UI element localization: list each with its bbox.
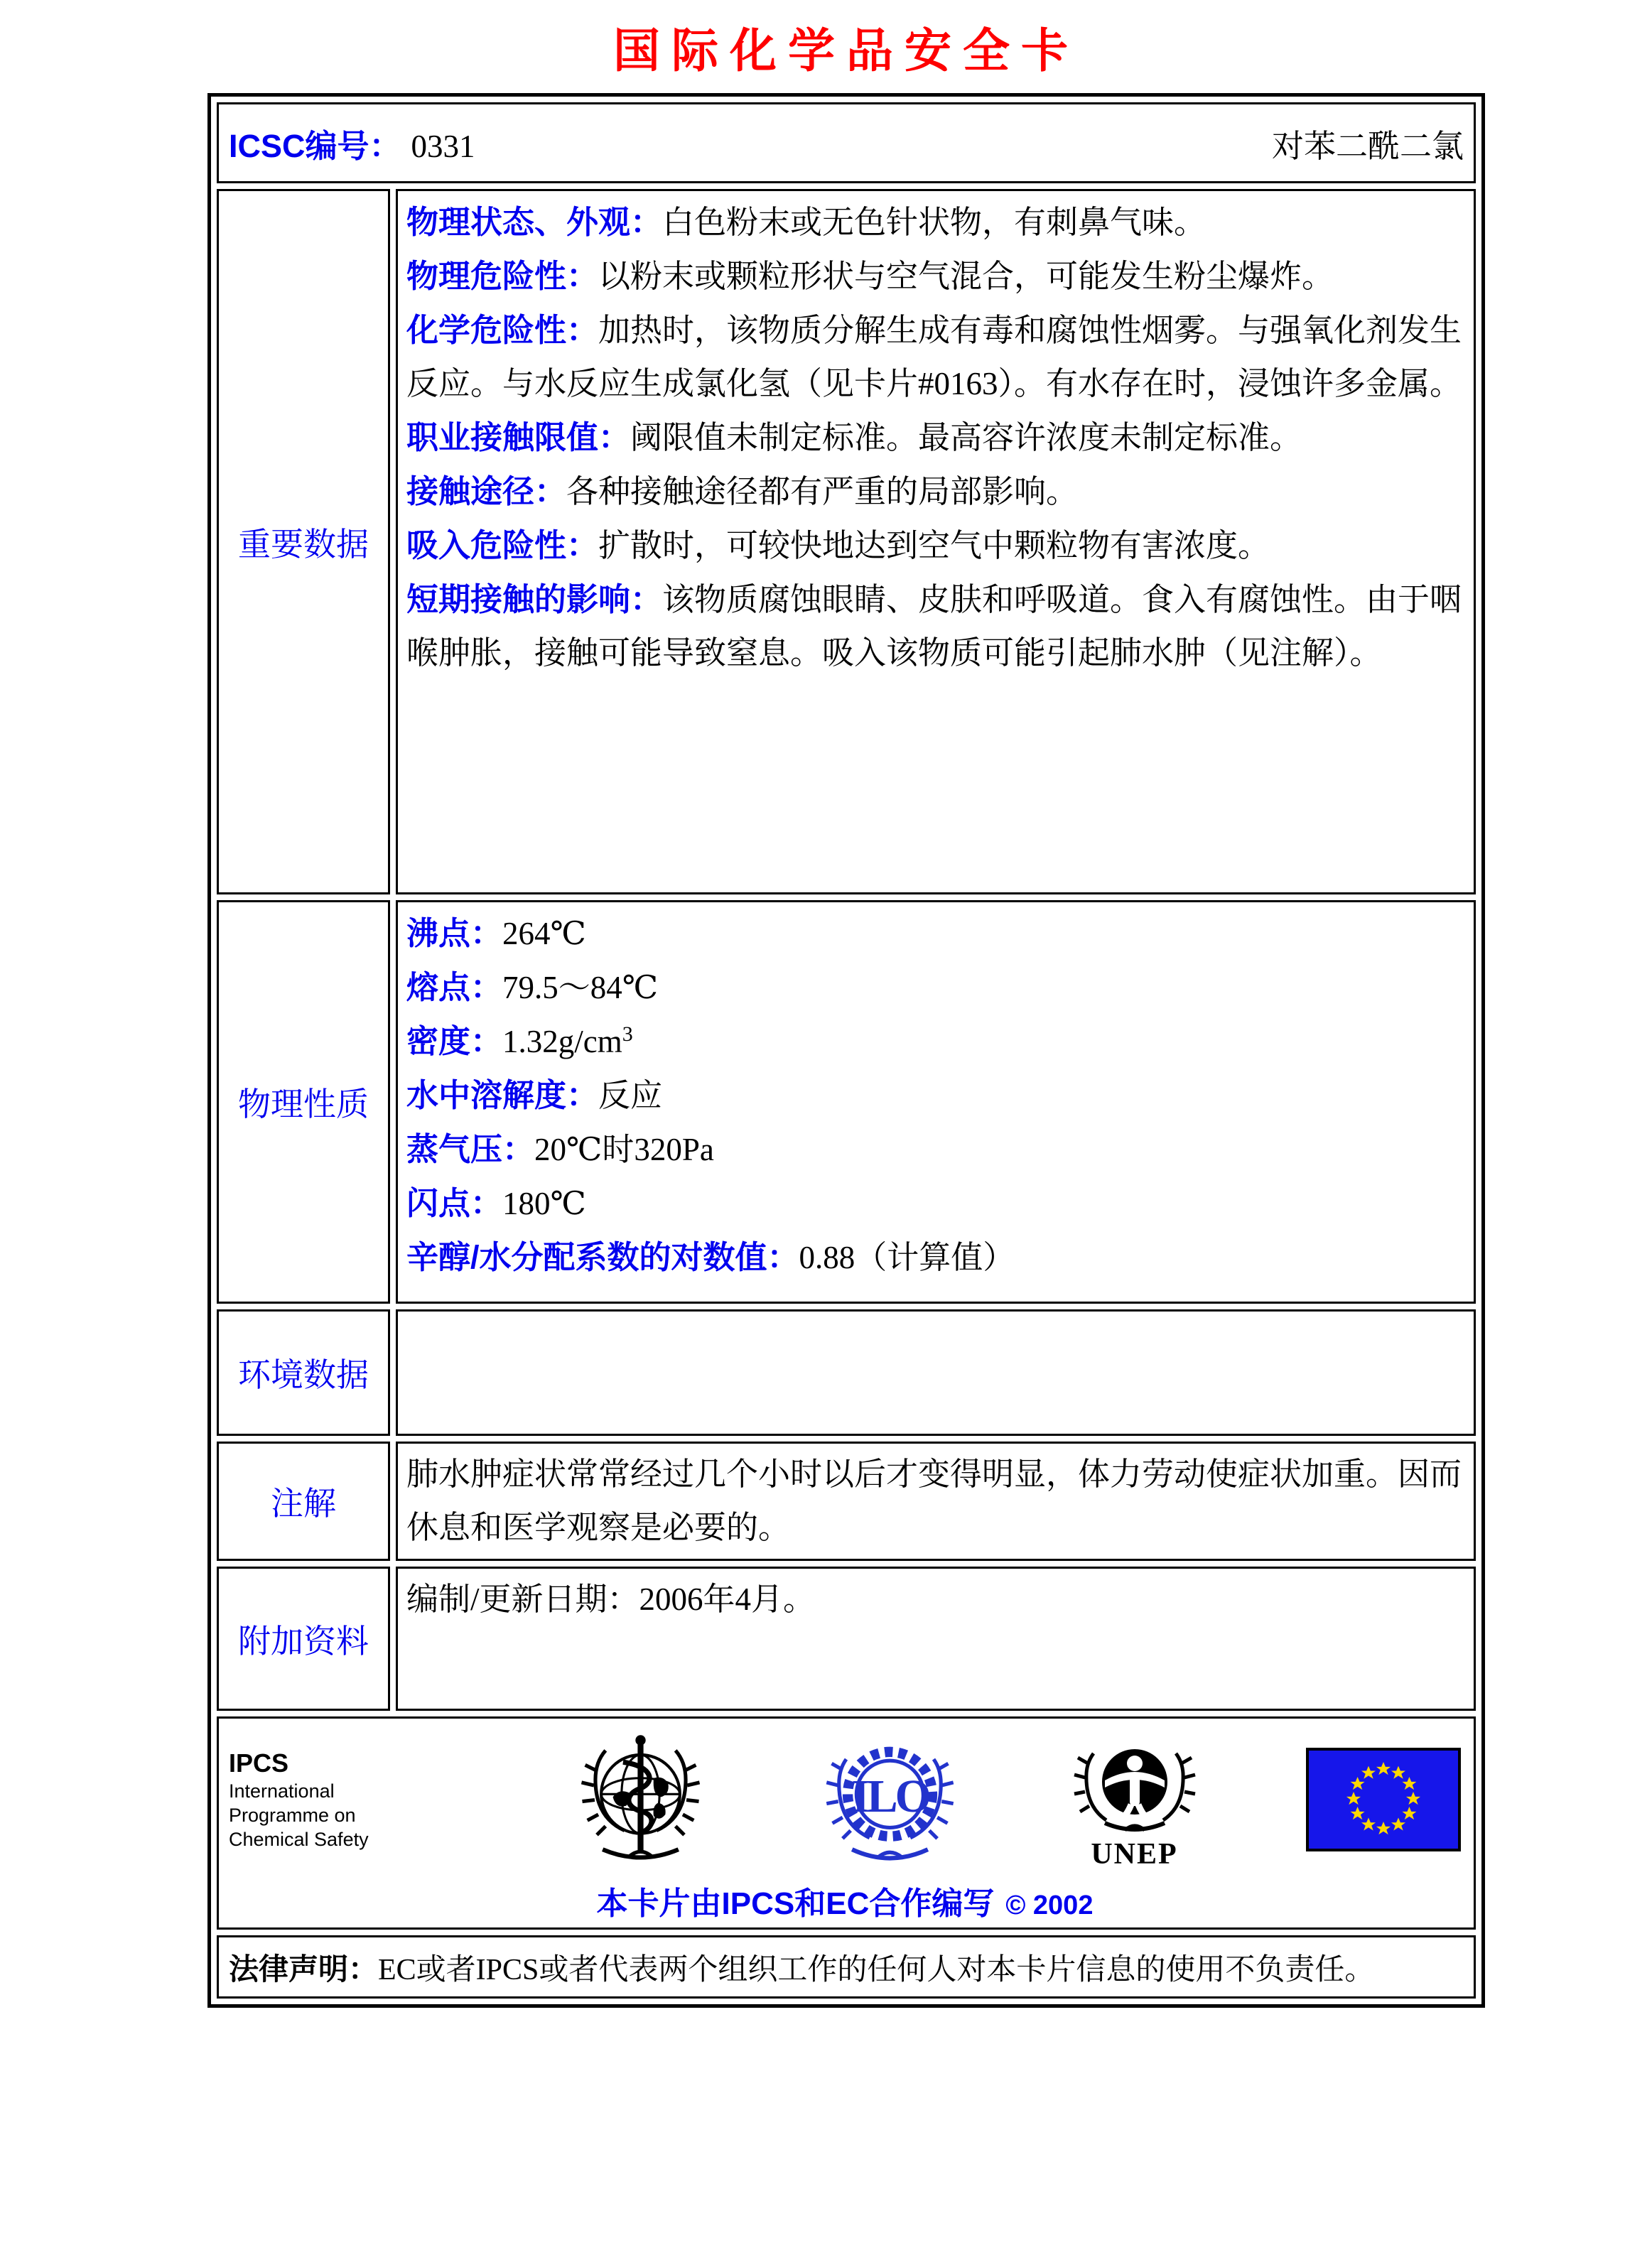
property-label: 密度： — [406, 1023, 503, 1059]
property-value: 加热时，该物质分解生成有毒和腐蚀性烟雾。与强氧化剂发生反应。与水反应生成氯化氢（见卡片#0163）。有水存在时，浸蚀许多金属。 — [406, 313, 1462, 401]
property-label: 蒸气压： — [406, 1131, 535, 1167]
legal-notice-text: EC或者IPCS或者代表两个组织工作的任何人对本卡片信息的使用不负责任。 — [378, 1953, 1375, 1986]
who-logo — [564, 1727, 717, 1873]
ipcs-line3: Chemical Safety — [229, 1829, 369, 1850]
svg-text:ILO: ILO — [851, 1770, 929, 1822]
ipcs-acronym: IPCS — [229, 1748, 289, 1778]
logo-row — [229, 1729, 1461, 1871]
property-value: 反应 — [598, 1078, 663, 1113]
property-label: 熔点： — [406, 969, 503, 1005]
page-title: 国际化学品安全卡 — [613, 24, 1079, 77]
icsc-number-label: ICSC编号： — [229, 127, 401, 164]
additional-info-section-label: 附加资料 — [217, 1567, 390, 1711]
who-icon — [564, 1727, 717, 1873]
property-row — [406, 1177, 1464, 1231]
legal-notice-label: 法律声明： — [229, 1952, 379, 1986]
additional-info-content: 编制/更新日期：2006年4月。 — [396, 1567, 1476, 1711]
property-value: 以粉末或颗粒形状与空气混合，可能发生粉尘爆炸。 — [598, 259, 1334, 294]
property-row — [406, 1231, 1464, 1285]
icsc-number-value: 0331 — [411, 128, 475, 164]
credits-cell — [217, 1716, 1476, 1930]
unep-icon — [1064, 1729, 1206, 1843]
ipcs-text-block — [229, 1748, 463, 1851]
physical-properties-row — [217, 900, 1476, 1304]
property-row — [406, 411, 1464, 465]
credit-text: 本卡片由IPCS和EC合作编写 — [596, 1886, 995, 1921]
property-row — [406, 573, 1464, 680]
property-label: 沸点： — [406, 915, 503, 951]
property-label: 接触途径： — [406, 473, 567, 509]
property-value: 20℃时320Pa — [534, 1132, 714, 1167]
property-value: 扩散时，可较快地达到空气中颗粒物有害浓度。 — [598, 528, 1270, 563]
environmental-data-section-label: 环境数据 — [217, 1309, 390, 1436]
property-label: 水中溶解度： — [406, 1077, 599, 1113]
property-row — [406, 907, 1464, 961]
property-label: 物理危险性： — [406, 258, 599, 294]
property-row — [406, 195, 1464, 249]
property-value: 白色粉末或无色针状物，有刺鼻气味。 — [662, 205, 1206, 240]
property-row — [406, 249, 1464, 303]
property-label: 职业接触限值： — [406, 419, 631, 455]
property-label: 闪点： — [406, 1185, 503, 1221]
chemical-name: 对苯二酰二氯 — [1271, 128, 1464, 164]
property-label: 化学危险性： — [406, 312, 599, 348]
property-label: 辛醇/水分配系数的对数值： — [406, 1239, 799, 1275]
property-row — [406, 1015, 1464, 1069]
property-row — [406, 303, 1464, 411]
property-value: 79.5～84℃ — [502, 970, 659, 1005]
card-credit-caption — [229, 1878, 1461, 1923]
eu-flag-icon — [1306, 1748, 1461, 1851]
ipcs-line2: Programme on — [229, 1805, 356, 1826]
property-value: 各种接触途径都有严重的局部影响。 — [566, 474, 1079, 509]
credits-row — [217, 1716, 1476, 1930]
additional-info-row — [217, 1567, 1476, 1711]
unep-logo — [1064, 1729, 1206, 1870]
property-label: 短期接触的影响： — [406, 581, 663, 617]
property-label: 吸入危险性： — [406, 527, 599, 563]
notes-section-label: 注解 — [217, 1442, 390, 1561]
physical-properties-content — [396, 900, 1476, 1304]
property-row — [406, 465, 1464, 519]
property-row — [406, 1123, 1464, 1177]
icsc-card-table — [207, 93, 1485, 2008]
environmental-data-row — [217, 1309, 1476, 1436]
icsc-number-group — [229, 120, 475, 166]
ipcs-line1: International — [229, 1780, 335, 1802]
important-data-row — [217, 189, 1476, 894]
property-row — [406, 961, 1464, 1015]
property-label: 物理状态、外观： — [406, 204, 663, 240]
copyright-text: © 2002 — [1005, 1891, 1094, 1920]
density-superscript: 3 — [622, 1022, 633, 1046]
header-cell — [217, 102, 1476, 183]
property-value: 该物质腐蚀眼睛、皮肤和呼吸道。食入有腐蚀性。由于咽喉肿胀，接触可能导致窒息。吸入该物质可能引起肺水肿（见注解）。 — [406, 582, 1462, 671]
property-value: 180℃ — [502, 1186, 586, 1221]
ilo-logo — [817, 1727, 963, 1873]
property-row — [406, 519, 1464, 573]
environmental-data-content — [396, 1309, 1476, 1436]
header-row — [217, 102, 1476, 183]
physical-properties-section-label: 物理性质 — [217, 900, 390, 1304]
notes-content: 肺水肿症状常常经过几个小时以后才变得明显，体力劳动使症状加重。因而休息和医学观察是必要的。 — [396, 1442, 1476, 1561]
eu-flag — [1306, 1748, 1461, 1851]
legal-cell — [217, 1935, 1476, 1999]
ilo-icon — [817, 1727, 963, 1873]
notes-row — [217, 1442, 1476, 1561]
important-data-section-label: 重要数据 — [217, 189, 390, 894]
property-value: 1.32g/cm — [502, 1024, 622, 1059]
property-row — [406, 1069, 1464, 1123]
legal-row — [217, 1935, 1476, 1999]
property-value: 阈限值未制定标准。最高容许浓度未制定标准。 — [630, 420, 1302, 455]
unep-wordmark: UNEP — [1091, 1838, 1178, 1871]
property-value: 0.88（计算值） — [799, 1240, 1015, 1275]
property-value: 264℃ — [502, 916, 586, 951]
important-data-content — [396, 189, 1476, 894]
